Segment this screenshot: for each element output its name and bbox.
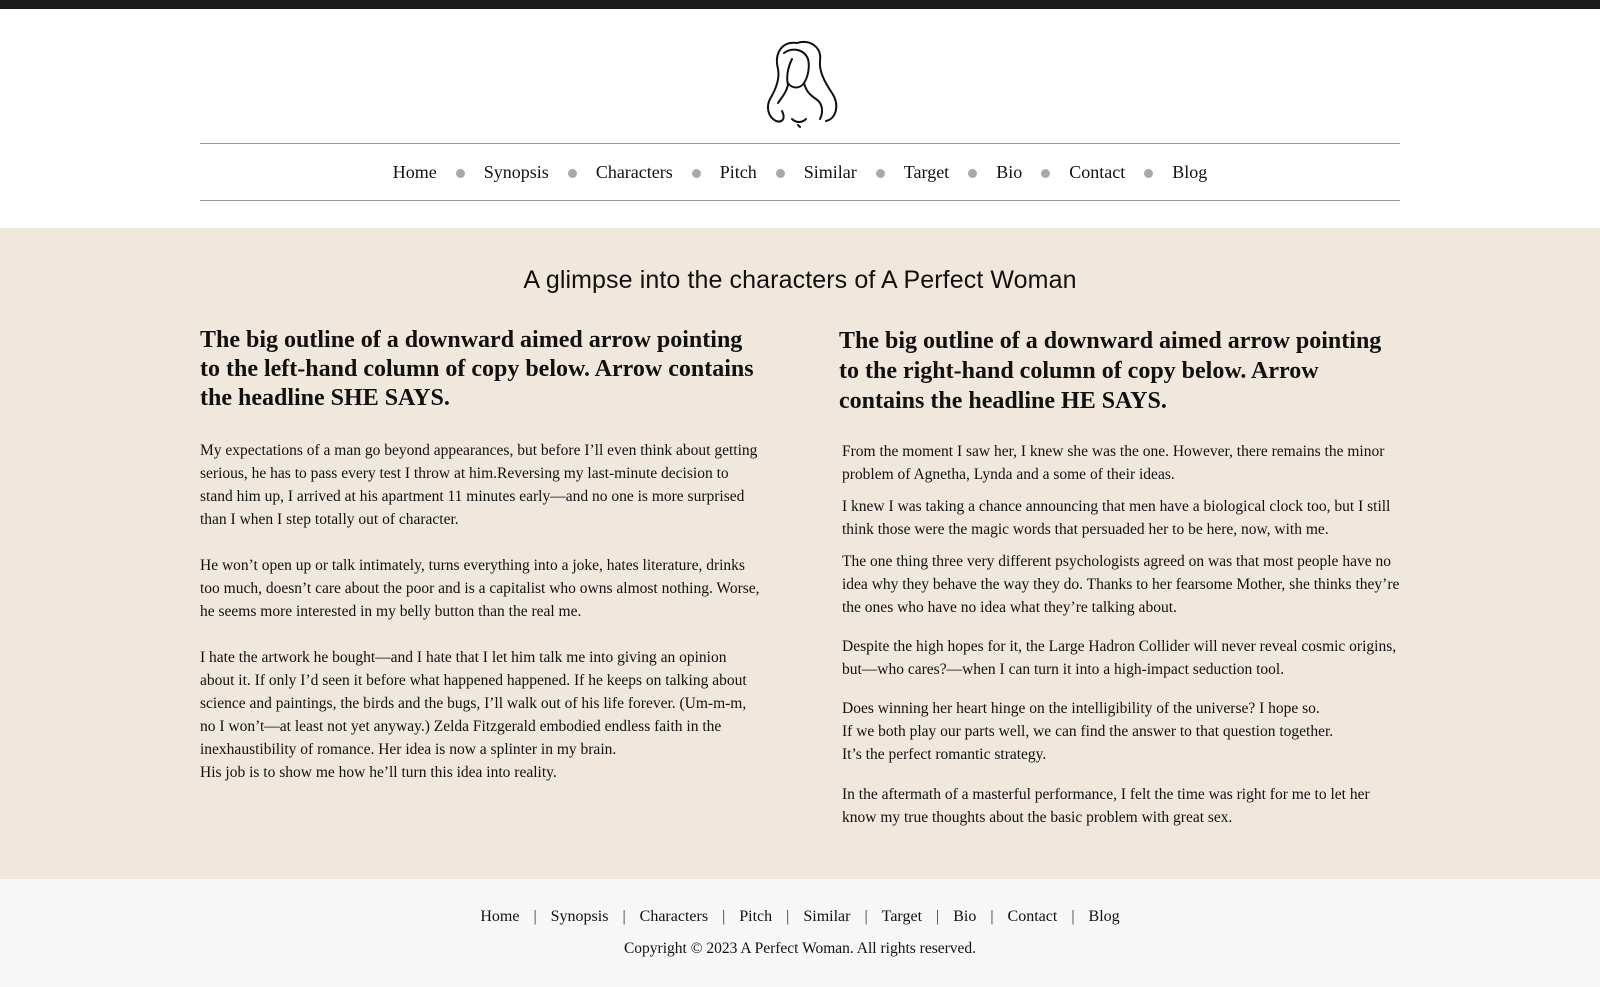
nav-dot [692, 169, 701, 178]
nav-dot [568, 169, 577, 178]
nav-similar[interactable]: Similar [803, 161, 857, 182]
footer-link-target[interactable]: Target [881, 908, 923, 925]
page-title: A glimpse into the characters of A Perfect Woman [523, 266, 1077, 294]
footer-link-similar[interactable]: Similar [803, 908, 851, 925]
footer-link-contact[interactable]: Contact [1007, 908, 1058, 925]
copyright-text: Copyright © 2023 A Perfect Woman. All rights reserved. [623, 940, 977, 957]
right-column-heading: The big outline of a downward aimed arrow pointing to the right-hand column of copy below. Arrow contains the headline HE SAYS. [839, 328, 1382, 414]
nav-dot [776, 169, 785, 178]
nav-dot [968, 169, 977, 178]
right-paragraph: Despite the high hopes for it, the Large Hadron Collider will never reveal cosmic origins, but—who cares?—when I can turn it into a high-impact seduction tool. [842, 638, 1397, 678]
left-paragraph: He won’t open up or talk intimately, turns everything into a joke, hates literature, drinks too much, doesn’t care about the poor and is a capitalist who owns almost nothing. Worse, he seems more interested in my belly button than the real me. [200, 557, 760, 620]
nav-pitch[interactable]: Pitch [719, 161, 757, 182]
footer-separator: | [622, 908, 626, 925]
he-says-column [839, 326, 1402, 838]
nav-dot [1144, 169, 1153, 178]
footer-link-pitch[interactable]: Pitch [739, 908, 773, 925]
she-says-column [200, 326, 760, 807]
right-paragraph: It’s the perfect romantic strategy. [842, 746, 1047, 763]
footer-link-home[interactable]: Home [480, 908, 520, 925]
left-paragraph: His job is to show me how he’ll turn this idea into reality. [200, 764, 557, 781]
footer-link-bio[interactable]: Bio [953, 908, 977, 925]
nav-synopsis[interactable]: Synopsis [483, 161, 549, 182]
main-nav [200, 143, 1400, 201]
top-bar [0, 0, 1600, 9]
footer-link-characters[interactable]: Characters [639, 908, 709, 925]
footer-separator: | [722, 908, 726, 925]
nav-characters[interactable]: Characters [595, 161, 673, 182]
footer-separator: | [533, 908, 537, 925]
right-paragraph: The one thing three very different psychologists agreed on was that most people have no idea why they behave the way they do. Thanks to her fearsome Mother, she thinks they’re the ones who have no idea what they’re talking about. [842, 553, 1400, 616]
footer-separator: | [990, 908, 994, 925]
characters-section [0, 228, 1600, 879]
nav-blog[interactable]: Blog [1172, 161, 1208, 182]
nav-dot [876, 169, 885, 178]
right-paragraph: Does winning her heart hinge on the intelligibility of the universe? I hope so. [842, 700, 1320, 717]
nav-dot [1041, 169, 1050, 178]
left-paragraph: I hate the artwork he bought—and I hate that I let him talk me into giving an opinion about it. If only I’d seen it before what happened happened. If he keeps on talking about science and paintings, the birds and the bugs, I’ll walk out of his life forever. (Um-m-m, no I won’t—at least not yet anyway.) Zelda Fitzgerald embodied endless faith in the inexhaustibility of romance. Her idea is now a splinter in my brain. [200, 649, 747, 758]
nav-home[interactable]: Home [392, 161, 437, 182]
nav-contact[interactable]: Contact [1069, 161, 1126, 182]
right-paragraph: If we both play our parts well, we can find the answer to that question together. [842, 723, 1334, 740]
footer-separator: | [786, 908, 790, 925]
nav-bio[interactable]: Bio [996, 161, 1023, 182]
site-footer [0, 879, 1600, 987]
site-header [0, 9, 1600, 228]
footer-separator: | [936, 908, 940, 925]
footer-separator: | [864, 908, 868, 925]
footer-nav [0, 908, 1600, 926]
nav-target[interactable]: Target [903, 161, 950, 182]
footer-link-blog[interactable]: Blog [1088, 908, 1120, 925]
left-column-heading: The big outline of a downward aimed arrow pointing to the left-hand column of copy below. Arrow contains the headline SHE SAYS. [200, 327, 754, 411]
footer-separator: | [1071, 908, 1075, 925]
nav-dot [456, 169, 465, 178]
right-paragraph: From the moment I saw her, I knew she was the one. However, there remains the minor problem of Agnetha, Lynda and a some of their ideas. [842, 443, 1385, 483]
right-paragraph: In the aftermath of a masterful performance, I felt the time was right for me to let her know my true thoughts about the basic problem with great sex. [842, 786, 1370, 826]
footer-link-synopsis[interactable]: Synopsis [550, 908, 609, 925]
woman-silhouette-logo-icon[interactable] [752, 37, 848, 133]
left-paragraph: My expectations of a man go beyond appearances, but before I’ll even think about getting serious, he has to pass every test I throw at him.Reversing my last-minute decision to stand him up, I arrived at his apartment 11 minutes early—and no one is more surprised than I when I step totally out of character. [200, 442, 758, 528]
right-paragraph: I knew I was taking a chance announcing that men have a biological clock too, but I still think those were the magic words that persuaded her to be here, now, with me. [842, 498, 1391, 538]
